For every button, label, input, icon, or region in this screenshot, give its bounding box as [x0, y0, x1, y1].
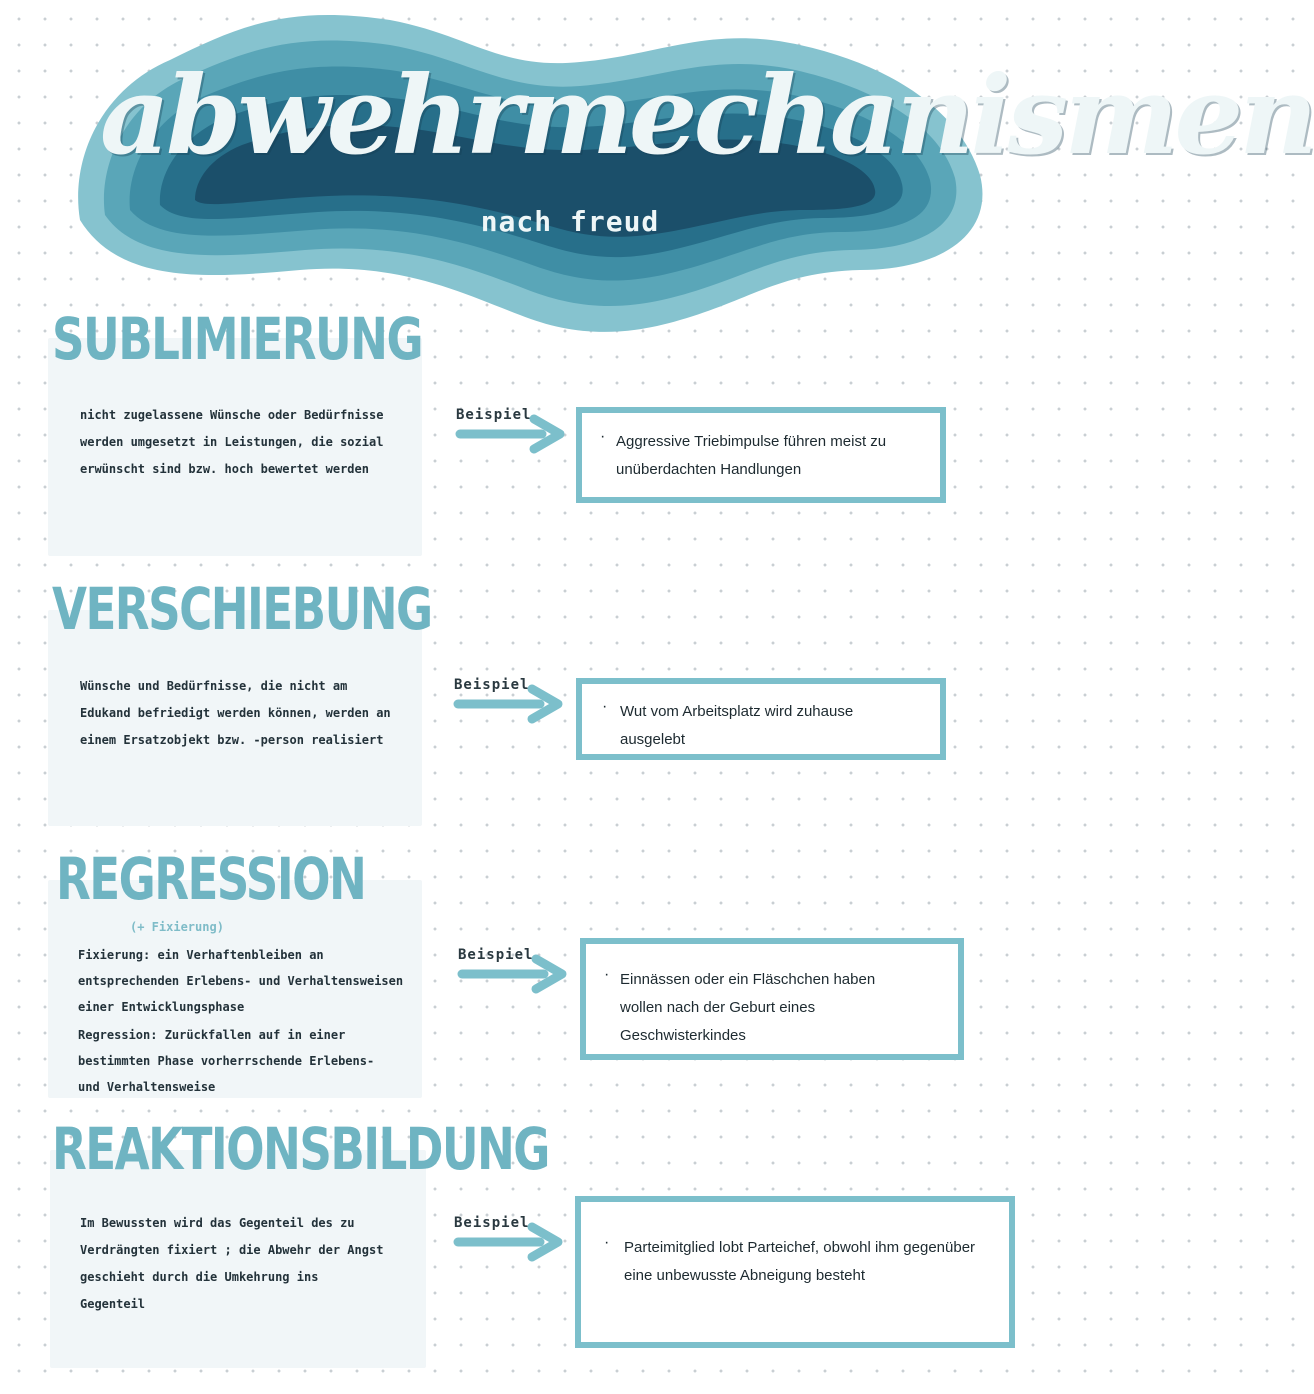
page-subtitle: nach freud [480, 205, 660, 238]
verschiebung-example-text: Wut vom Arbeitsplatz wird zuhause ausgelebt [620, 703, 854, 748]
sublimierung-heading: SUBLIMIERUNG [52, 305, 423, 373]
bullet-icon: · [604, 966, 610, 983]
verschiebung-description: Wünsche und Bedürfnisse, die nicht am Edukand befriedigt werden können, werden an einem Ersatzobjekt bzw. -person realisiert [80, 679, 391, 747]
reaktionsbildung-example-text: Parteimitglied lobt Parteichef, obwohl ihm gegenüber eine unbewusste Abneigung besteht [624, 1239, 976, 1284]
reaktionsbildung-example-label: Beispiel [454, 1215, 530, 1231]
verschiebung-arrow-icon [454, 684, 570, 724]
sublimierung-example-text: Aggressive Triebimpulse führen meist zu unüberdachten Handlungen [616, 433, 887, 478]
bullet-icon: · [602, 698, 608, 715]
verschiebung-heading: VERSCHIEBUNG [52, 575, 432, 643]
reaktionsbildung-description: Im Bewussten wird das Gegenteil des zu Verdrängten fixiert ; die Abwehr der Angst geschieht durch die Umkehrung ins Gegenteil [80, 1216, 384, 1311]
reaktionsbildung-heading: REAKTIONSBILDUNG [52, 1115, 549, 1183]
bullet-icon: · [604, 1234, 610, 1251]
regression-heading: REGRESSION [56, 845, 366, 913]
regression-note: (+ Fixierung) [130, 920, 224, 934]
verschiebung-example-label: Beispiel [454, 677, 530, 693]
bullet-icon: · [600, 428, 606, 445]
regression-description-regression: Regression: Zurückfallen auf in einer bestimmten Phase vorherrschende Erlebens- und Verhaltensweise [78, 1028, 375, 1094]
regression-example-text: Einnässen oder ein Fläschchen haben wollen nach der Geburt eines Geschwisterkindes [620, 971, 876, 1044]
regression-example-label: Beispiel [458, 947, 534, 963]
sublimierung-description: nicht zugelassene Wünsche oder Bedürfnisse werden umgesetzt in Leistungen, die sozial erwünscht sind bzw. hoch bewertet werden [80, 408, 384, 476]
sublimierung-arrow-icon [456, 414, 572, 454]
reaktionsbildung-arrow-icon [454, 1222, 570, 1262]
sublimierung-example-label: Beispiel [456, 407, 532, 423]
page-title: abwehrmechanismen [100, 53, 1314, 179]
regression-arrow-icon [458, 954, 574, 994]
regression-description-fixierung: Fixierung: ein Verhaftenbleiben an entsprechenden Erlebens- und Verhaltensweisen einer Entwicklungsphase [78, 948, 404, 1014]
